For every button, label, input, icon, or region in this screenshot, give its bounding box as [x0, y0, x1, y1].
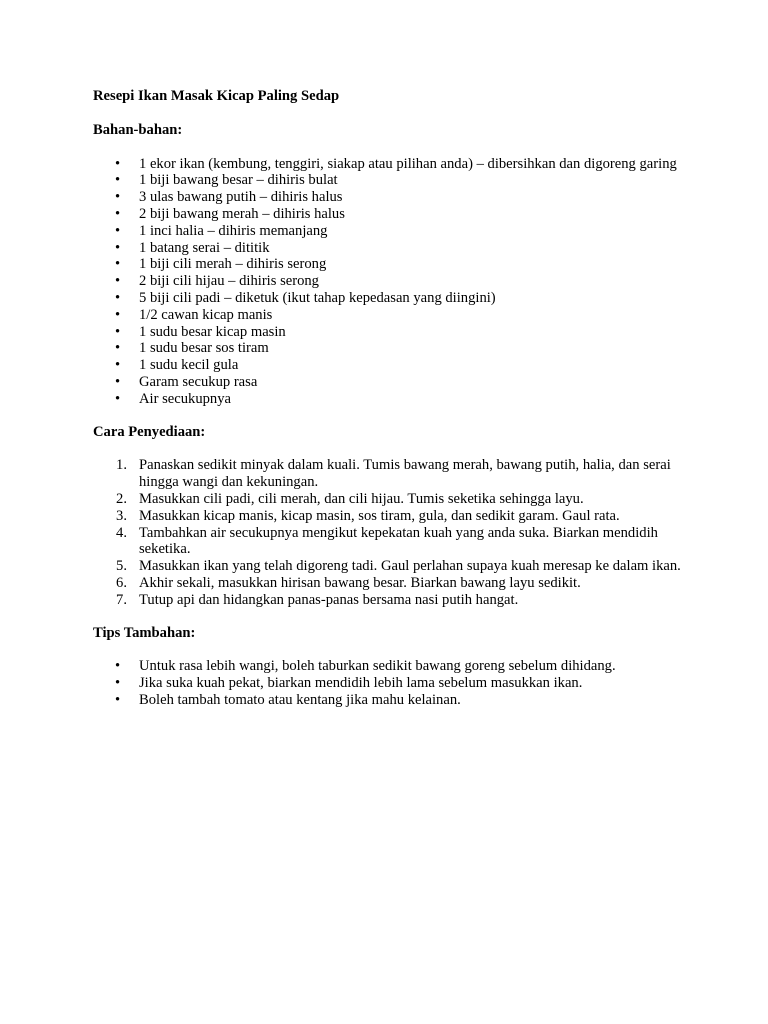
ingredient-item-text: Air secukupnya	[139, 390, 231, 407]
ingredient-item-text: 1 ekor ikan (kembung, tenggiri, siakap atau pilihan anda) – dibersihkan dan digoreng garing	[139, 155, 677, 172]
bullet-icon: •	[115, 357, 121, 374]
bullet-icon: •	[115, 289, 121, 306]
ingredients-list	[93, 156, 683, 408]
ingredient-item-text: 1 sudu besar sos tiram	[139, 340, 269, 357]
tip-item-text: Boleh tambah tomato atau kentang jika mahu kelainan.	[139, 691, 461, 708]
bullet-icon: •	[115, 155, 121, 172]
ingredient-item-text: 1/2 cawan kicap manis	[139, 306, 273, 323]
bullet-icon: •	[115, 172, 121, 189]
page-title: Resepi Ikan Masak Kicap Paling Sedap	[93, 88, 340, 104]
ingredient-item-text: 2 biji bawang merah – dihiris halus	[139, 205, 345, 222]
ingredient-item-text: 1 sudu kecil gula	[139, 357, 239, 374]
method-step	[93, 508, 683, 525]
bullet-icon: •	[115, 390, 121, 407]
method-step	[93, 575, 683, 592]
method-step-text: Masukkan kicap manis, kicap masin, sos tiram, gula, dan sedikit garam. Gaul rata.	[139, 507, 620, 524]
ingredient-item-text: Garam secukup rasa	[139, 373, 258, 390]
method-list	[93, 457, 683, 608]
ingredient-item-text: 2 biji cili hijau – dihiris serong	[139, 273, 319, 290]
method-step-text: Akhir sekali, masukkan hirisan bawang besar. Biarkan bawang layu sedikit.	[139, 574, 581, 591]
bullet-icon: •	[115, 306, 121, 323]
method-step	[93, 491, 683, 508]
method-step-text: Tutup api dan hidangkan panas-panas bersama nasi putih hangat.	[139, 591, 519, 608]
ingredients-heading: Bahan-bahan:	[93, 121, 183, 138]
ingredient-item	[93, 340, 683, 357]
method-step-text: Masukkan ikan yang telah digoreng tadi. Gaul perlahan supaya kuah meresap ke dalam ikan.	[139, 558, 681, 575]
method-step-text: Masukkan cili padi, cili merah, dan cili hijau. Tumis seketika sehingga layu.	[139, 490, 584, 507]
step-number: 1.	[116, 457, 127, 474]
ingredient-item-text: 1 batang serai – dititik	[139, 239, 270, 256]
ingredient-item	[93, 256, 683, 273]
ingredient-item-text: 1 inci halia – dihiris memanjang	[139, 222, 328, 239]
bullet-icon: •	[115, 691, 121, 708]
method-step	[93, 457, 683, 491]
ingredient-item	[93, 240, 683, 257]
method-step	[93, 525, 683, 559]
ingredient-item-text: 1 biji cili merah – dihiris serong	[139, 256, 327, 273]
ingredient-item	[93, 357, 683, 374]
bullet-icon: •	[115, 222, 121, 239]
ingredient-item	[93, 206, 683, 223]
bullet-icon: •	[115, 675, 121, 692]
ingredient-item-text: 3 ulas bawang putih – dihiris halus	[139, 189, 343, 206]
method-step	[93, 592, 683, 609]
tip-item	[93, 692, 683, 709]
tip-item	[93, 675, 683, 692]
step-number: 6.	[116, 574, 127, 591]
step-number: 5.	[116, 558, 127, 575]
ingredient-item	[93, 374, 683, 391]
bullet-icon: •	[115, 273, 121, 290]
bullet-icon: •	[115, 256, 121, 273]
method-step-text: Panaskan sedikit minyak dalam kuali. Tumis bawang merah, bawang putih, halia, dan serai hingga wangi dan kekuningan.	[139, 457, 671, 491]
tip-item-text: Jika suka kuah pekat, biarkan mendidih lebih lama sebelum masukkan ikan.	[139, 675, 583, 692]
ingredient-item	[93, 156, 683, 173]
bullet-icon: •	[115, 205, 121, 222]
tips-list	[93, 658, 683, 708]
ingredient-item-text: 1 sudu besar kicap masin	[139, 323, 286, 340]
ingredient-item	[93, 307, 683, 324]
method-step	[93, 558, 683, 575]
bullet-icon: •	[115, 373, 121, 390]
method-step-text: Tambahkan air secukupnya mengikut kepekatan kuah yang anda suka. Biarkan mendidih seketika.	[139, 524, 658, 558]
bullet-icon: •	[115, 323, 121, 340]
ingredient-item-text: 1 biji bawang besar – dihiris bulat	[139, 172, 338, 189]
bullet-icon: •	[115, 189, 121, 206]
tip-item	[93, 658, 683, 675]
ingredient-item	[93, 324, 683, 341]
document-body	[93, 88, 683, 725]
method-heading: Cara Penyediaan:	[93, 423, 206, 440]
tip-item-text: Untuk rasa lebih wangi, boleh taburkan sedikit bawang goreng sebelum dihidang.	[139, 658, 616, 675]
ingredient-item	[93, 172, 683, 189]
step-number: 2.	[116, 490, 127, 507]
bullet-icon: •	[115, 239, 121, 256]
step-number: 3.	[116, 507, 127, 524]
ingredient-item	[93, 223, 683, 240]
step-number: 4.	[116, 524, 127, 541]
step-number: 7.	[116, 591, 127, 608]
bullet-icon: •	[115, 340, 121, 357]
bullet-icon: •	[115, 658, 121, 675]
tips-heading: Tips Tambahan:	[93, 624, 196, 641]
ingredient-item	[93, 290, 683, 307]
ingredient-item	[93, 189, 683, 206]
ingredient-item	[93, 391, 683, 408]
ingredient-item	[93, 273, 683, 290]
ingredient-item-text: 5 biji cili padi – diketuk (ikut tahap kepedasan yang diingini)	[139, 289, 496, 306]
